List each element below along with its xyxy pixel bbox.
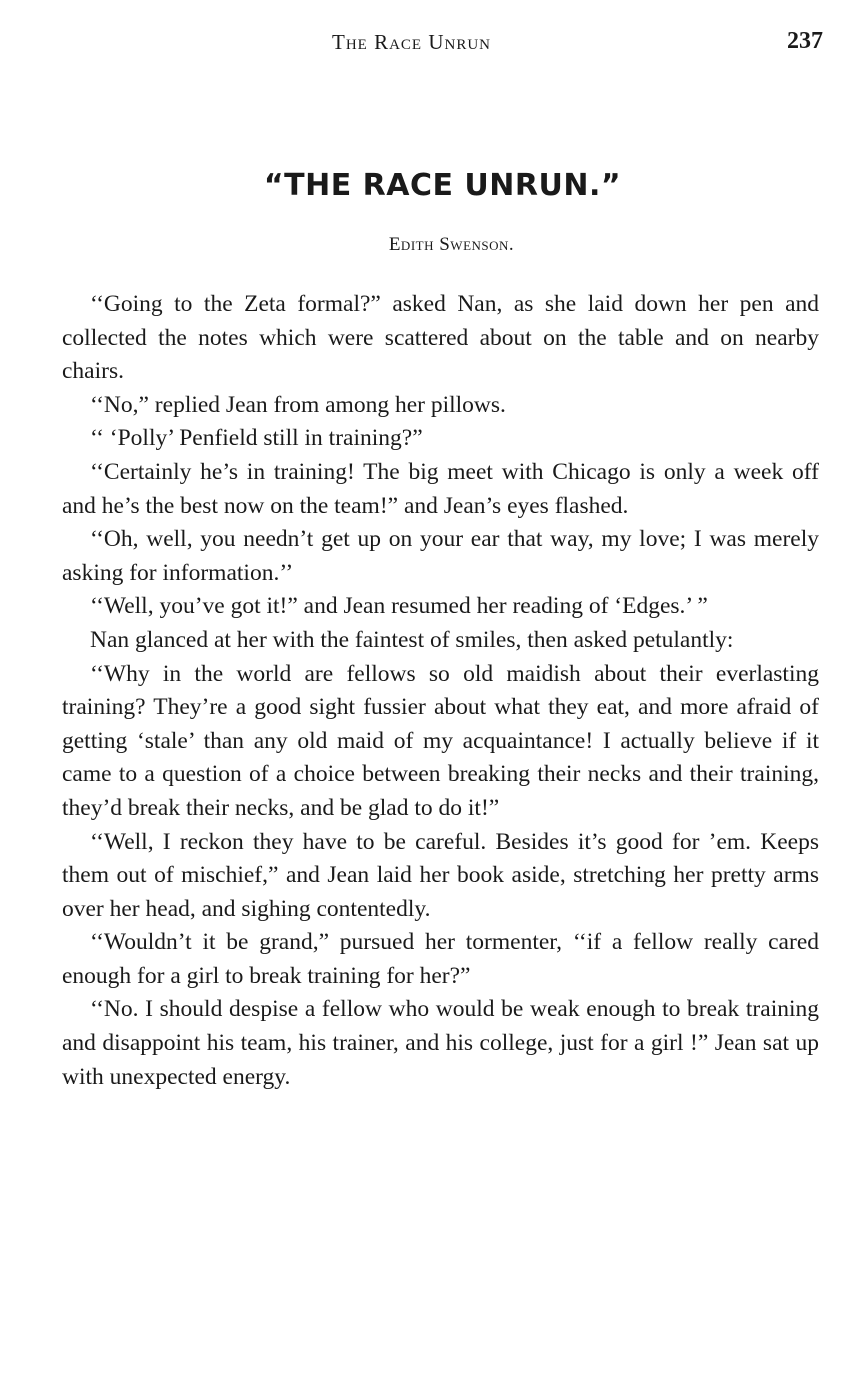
paragraph: ‘‘No,” replied Jean from among her pillows. [90, 391, 506, 418]
running-head [0, 30, 857, 60]
paragraph: ‘‘Why in the world are fellows so old maidish about their everlasting training? They’re a good sight fussier about what they eat, and more afraid of getting ‘stale’ than any old maid of my acquaintance! I actually believe if it came to a question of a choice between breaking their necks and their training, they’d break their necks, and be glad to do it!” [62, 660, 819, 821]
paragraph: Nan glanced at her with the faintest of smiles, then asked petulantly: [90, 626, 734, 653]
paragraph: ‘‘Well, you’ve got it!” and Jean resumed her reading of ‘Edges.’ ” [90, 593, 708, 620]
paragraph: ‘‘Oh, well, you needn’t get up on your ear that way, my love; I was merely asking for information.’’ [62, 526, 819, 586]
article-author: Edith Swenson. [388, 234, 515, 255]
paragraph: ‘‘Going to the Zeta formal?” asked Nan, as she laid down her pen and collected the notes which were scattered about on the table and on nearby chairs. [62, 291, 819, 385]
page-number: 237 [787, 28, 823, 54]
paragraph: ‘‘Wouldn’t it be grand,” pursued her tormenter, ‘‘if a fellow really cared enough for a girl to break training for her?” [62, 929, 819, 989]
story-body [62, 288, 819, 1094]
running-title: The Race Unrun [332, 30, 491, 54]
paragraph: ‘‘No. I should despise a fellow who would be weak enough to break training and disappoint his team, his trainer, and his college, just for a girl !” Jean sat up with unexpected energy. [62, 996, 819, 1090]
paragraph: ‘‘Certainly he’s in training! The big meet with Chicago is only a week off and he’s the best now on the team!” and Jean’s eyes flashed. [62, 458, 819, 519]
paragraph: ‘‘ ‘Polly’ Penfield still in training?” [90, 425, 423, 452]
paragraph: ‘‘Well, I reckon they have to be careful. Besides it’s good for ’em. Keeps them out of mischief,” and Jean laid her book aside, stretching her pretty arms over her head, and sighing contentedly. [62, 828, 819, 922]
article-title: “THE RACE UNRUN.” [263, 168, 622, 203]
